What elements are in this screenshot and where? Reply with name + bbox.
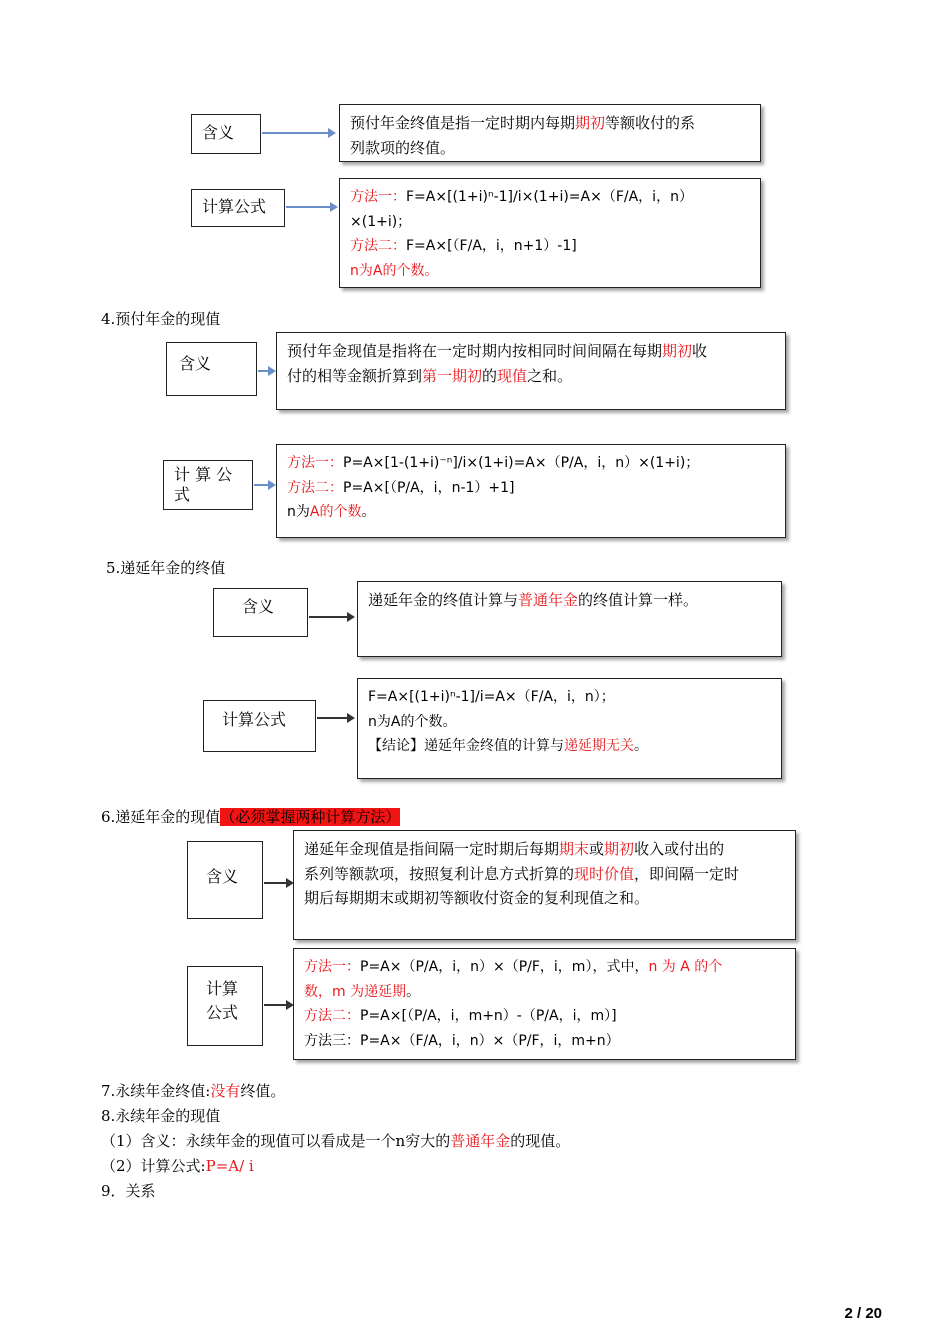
text-red: 普通年金: [518, 591, 579, 609]
page-number: 2 / 20: [844, 1305, 882, 1322]
line-s4-formula: [254, 484, 274, 486]
text: 列款项的终值。: [350, 138, 456, 157]
text-red: 没有: [210, 1082, 241, 1100]
formula-label-text: 式: [174, 485, 191, 504]
formula-label-s6: [187, 966, 263, 1046]
method2-label: 方法二：: [304, 1008, 360, 1024]
meaning-label-text: 含义: [206, 867, 239, 886]
method1-cont: ×(1+i)；: [350, 213, 412, 230]
text: 递延年金现值是指间隔一定时期后每期: [304, 840, 560, 858]
arrow-s5-meaning: [309, 616, 353, 618]
arrow-s6-meaning: [264, 882, 292, 884]
section8-line1: [101, 1131, 570, 1151]
method1-formula: P=A×（P/A，i，n）×（P/F，i，m），式中，: [360, 959, 649, 975]
text-red: 期末: [559, 840, 590, 858]
formula-box-s3: [339, 178, 761, 288]
meaning-label-text: 含义: [202, 123, 235, 142]
formula-label-text: 计算: [206, 979, 239, 998]
formula-label-s5: [203, 700, 316, 752]
note-text: 。: [361, 504, 376, 520]
meaning-label-s3: [191, 114, 261, 154]
text: 的终值计算一样。: [578, 591, 699, 609]
method2-label: 方法二：: [350, 238, 406, 254]
section5-heading: 5.递延年金的终值: [106, 559, 226, 577]
text-red: 现时价值: [574, 864, 635, 883]
method2-formula: P=A×[（P/A，i，m+n）-（P/A，i，m）]: [360, 1008, 617, 1024]
formula-box-s6: [293, 948, 796, 1060]
text: 之和。: [527, 366, 573, 385]
method1-formula: P=A×[1-(1+i)⁻ⁿ]/i×(1+i)=A×（P/A，i，n）×(1+i)；: [343, 455, 700, 471]
text-red: 现值: [497, 366, 528, 385]
section7-line: [101, 1081, 285, 1101]
arrow-s5-formula: [317, 717, 353, 719]
meaning-box-s5: [357, 581, 782, 657]
conclusion-text: 【结论】递延年金终值的计算与: [368, 738, 564, 754]
text: ，即间隔一定时: [634, 864, 740, 883]
heading-text: 6.递延年金的现值: [101, 808, 221, 826]
meaning-box-s6: [293, 830, 796, 940]
text: 的: [482, 366, 498, 385]
note-red: A的个数: [309, 504, 362, 520]
text: 7.永续年金终值:: [101, 1082, 211, 1100]
method1-formula: F=A×[(1+i)ⁿ-1]/i×(1+i)=A×（F/A，i，n）: [406, 189, 693, 205]
meaning-label-text: 含义: [179, 354, 212, 373]
section4-heading: 4.预付年金的现值: [101, 310, 221, 328]
text: 收: [692, 342, 708, 360]
formula-label-text: 计算公式: [222, 710, 287, 729]
text: （2）计算公式:: [101, 1157, 206, 1175]
method2-label: 方法二：: [287, 479, 343, 496]
text: 递延年金的终值计算与: [368, 591, 519, 609]
formula-text: F=A×[(1+i)ⁿ-1]/i=A×（F/A，i，n）；: [368, 689, 615, 705]
meaning-label-s5: [213, 588, 308, 637]
method1-label: 方法一：: [304, 959, 360, 975]
method1-label: 方法一：: [287, 455, 343, 471]
text-red: 第一期初: [422, 366, 483, 385]
text: 收入或付出的: [634, 840, 725, 858]
method3-text: 方法三：P=A×（F/A，i，n）×（P/F，i，m+n）: [304, 1032, 620, 1049]
method1-label: 方法一：: [350, 189, 406, 205]
meaning-box-s4: [276, 332, 786, 410]
text: 付的相等金额折算到: [287, 366, 423, 385]
arrow-s3-meaning: [262, 132, 334, 134]
text-red: 普通年金: [450, 1132, 511, 1150]
section6-heading: [101, 807, 400, 827]
formula-label-text: 计算公式: [202, 197, 267, 216]
note-text: n为A的个数。: [368, 713, 457, 730]
text-red: 期初: [575, 114, 606, 132]
meaning-label-s4: [166, 342, 257, 396]
text: 的现值。: [510, 1132, 571, 1150]
text: 预付年金终值是指一定时期内每期: [350, 114, 576, 132]
text: 系列等额款项，按照复利计息方式折算的: [304, 864, 575, 883]
formula-label-text: 计 算 公: [174, 465, 233, 484]
line-s4-meaning: [258, 370, 274, 372]
meaning-label-s6: [187, 841, 263, 919]
formula-label-s3: [191, 189, 285, 227]
meaning-box-s3: [339, 104, 761, 162]
text: 终值。: [240, 1082, 286, 1100]
highlight-text: （必须掌握两种计算方法）: [220, 808, 401, 826]
method2-formula: P=A×[（P/A，i，n-1）+1]: [343, 479, 515, 496]
note-text: n为A的个数。: [350, 262, 439, 279]
conclusion-red: 递延期无关: [564, 738, 634, 754]
text: （1）含义：永续年金的现值可以看成是一个n穷大的: [101, 1132, 451, 1150]
formula-label-text: 公式: [206, 1003, 239, 1022]
note-text: n为: [287, 504, 310, 520]
method1-note-red: 数，m 为递延期: [304, 983, 407, 1000]
conclusion-text: 。: [634, 738, 648, 754]
text: 期后每期期末或期初等额收付资金的复利现值之和。: [304, 889, 650, 907]
meaning-label-text: 含义: [242, 597, 275, 616]
section8-line2: [101, 1156, 254, 1176]
text: 预付年金现值是指将在一定时期内按相同时间间隔在每期: [287, 342, 663, 360]
formula-box-s5: [357, 678, 782, 779]
text: 等额收付的系: [605, 114, 696, 132]
section8-heading: 8.永续年金的现值: [101, 1107, 221, 1125]
arrow-s3-formula: [286, 206, 336, 208]
arrow-s6-formula: [264, 1004, 292, 1006]
formula-box-s4: [276, 444, 786, 538]
text-red: 期初: [662, 342, 693, 360]
section9-heading: 9．关系: [101, 1182, 156, 1200]
method1-note: 。: [406, 983, 421, 1000]
formula-label-s4: [163, 460, 253, 510]
method1-note-red: n 为 A 的个: [648, 959, 723, 975]
text: 或: [589, 840, 605, 858]
method2-formula: F=A×[（F/A，i，n+1）-1]: [406, 238, 577, 254]
text-red: P=A/ i: [205, 1157, 254, 1175]
text-red: 期初: [604, 840, 635, 858]
